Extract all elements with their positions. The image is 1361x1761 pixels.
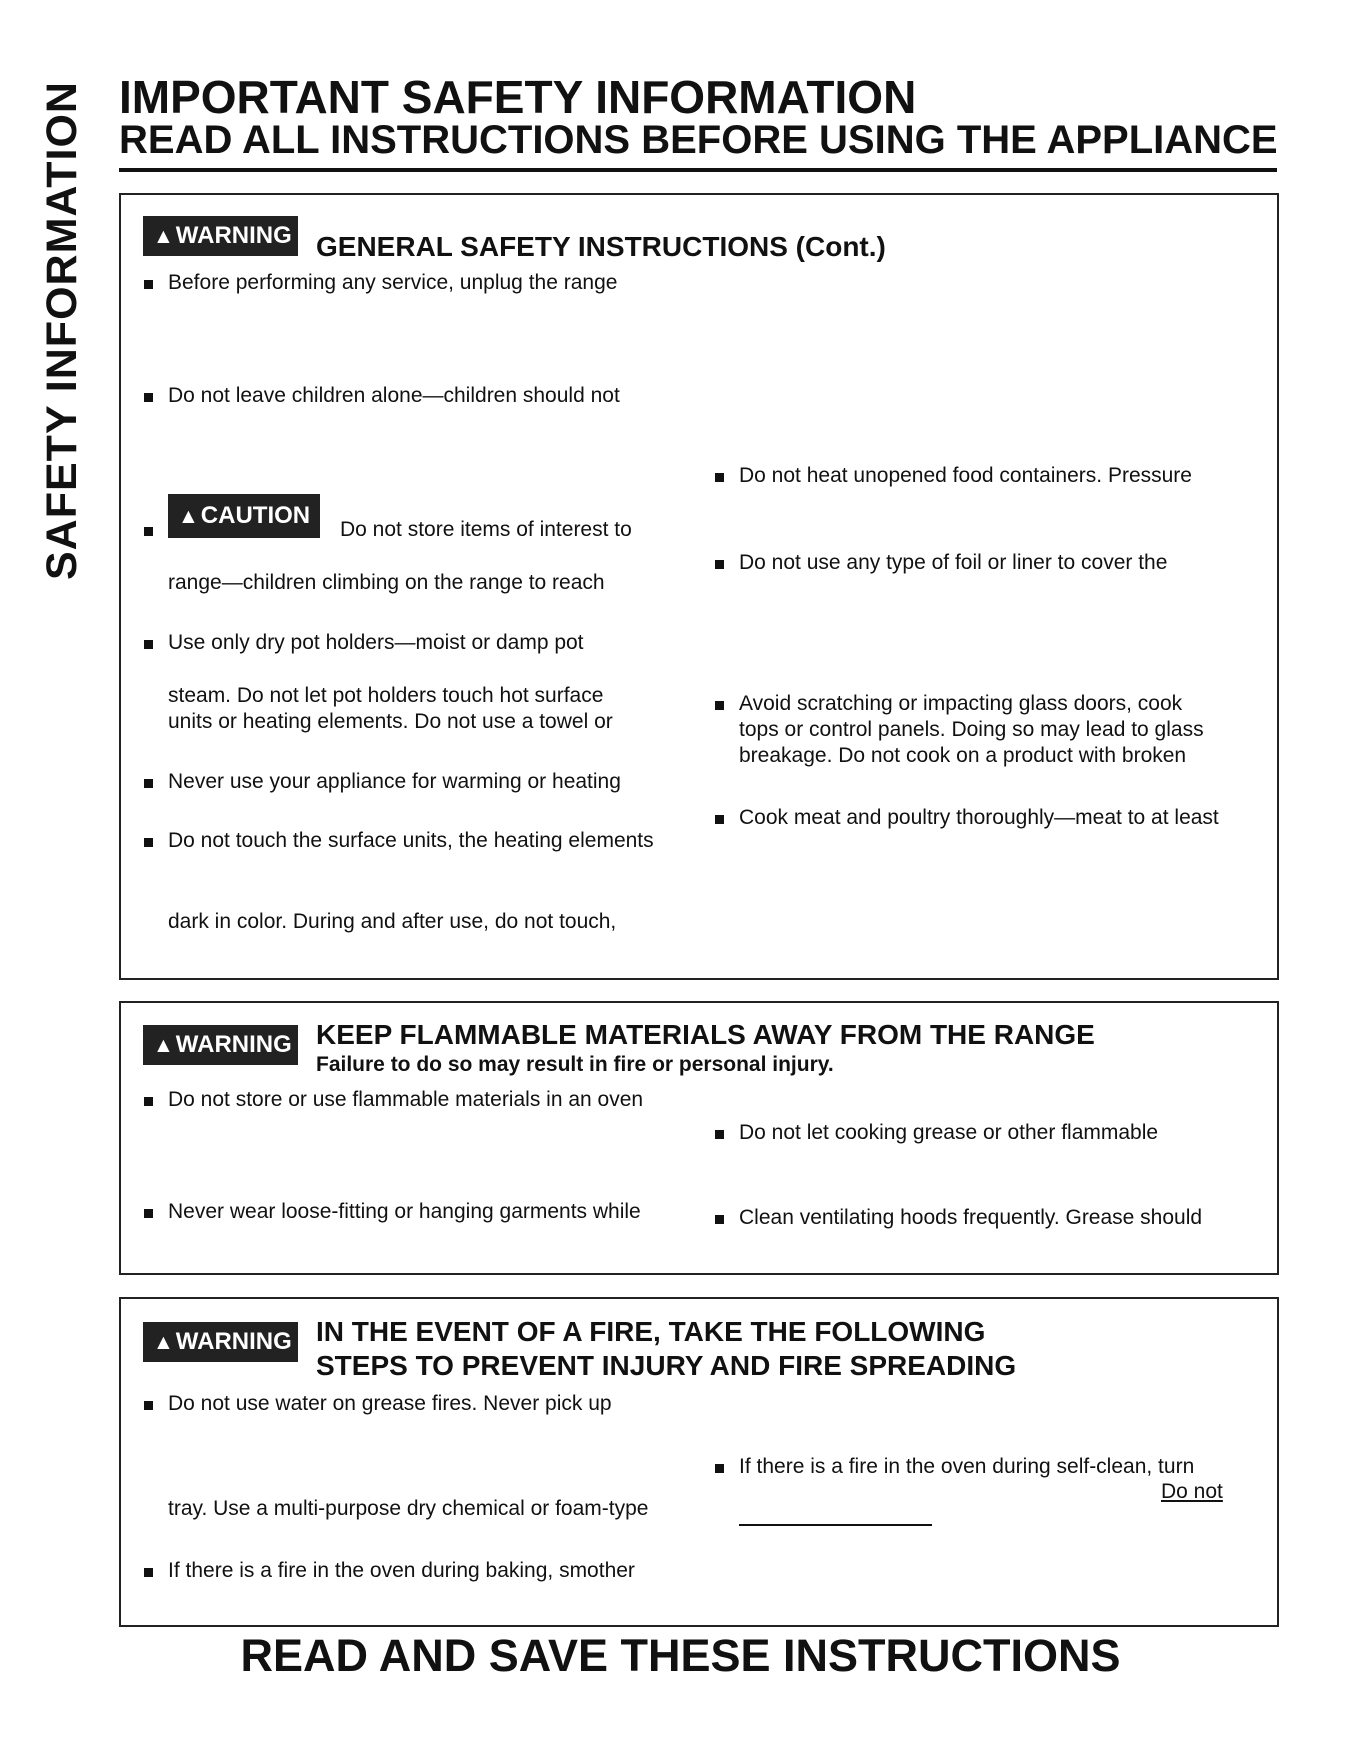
list-item-continued: dark in color. During and after use, do not touch, xyxy=(168,910,617,933)
list-item: Do not let cooking grease or other flammable xyxy=(739,1121,1159,1144)
bullet xyxy=(144,640,153,649)
list-item: Clean ventilating hoods frequently. Grease should xyxy=(739,1206,1203,1229)
warning-badge-label: WARNING xyxy=(175,1031,292,1058)
warning-triangle-icon: ▲ xyxy=(153,225,174,248)
list-item: Never wear loose-fitting or hanging garments while xyxy=(168,1200,641,1223)
list-item: Do not store or use flammable materials in an oven xyxy=(168,1088,644,1111)
general-safety-heading: GENERAL SAFETY INSTRUCTIONS (Cont.) xyxy=(316,231,886,262)
list-item: Do not leave children alone—children should not xyxy=(168,384,620,407)
bullet xyxy=(715,1215,724,1224)
list-item-continued: tray. Use a multi-purpose dry chemical or foam-type xyxy=(168,1497,649,1520)
list-item: Avoid scratching or impacting glass doors, cook xyxy=(739,692,1183,715)
bullet xyxy=(144,1568,153,1577)
bullet xyxy=(144,393,153,402)
list-item: Do not touch the surface units, the heating elements xyxy=(168,829,654,852)
list-item: Do not store items of interest to xyxy=(340,518,632,541)
fire-steps-heading-line1: IN THE EVENT OF A FIRE, TAKE THE FOLLOWING xyxy=(316,1316,986,1347)
caution-badge xyxy=(168,494,320,538)
bullet xyxy=(144,1097,153,1106)
bullet xyxy=(715,473,724,482)
bullet xyxy=(715,701,724,710)
side-section-label: SAFETY INFORMATION xyxy=(38,81,86,580)
list-item-continued: breakage. Do not cook on a product with broken xyxy=(739,744,1187,767)
list-item: Before performing any service, unplug the range xyxy=(168,271,618,294)
list-item-continued: range—children climbing on the range to reach xyxy=(168,571,605,594)
bullet xyxy=(715,1464,724,1473)
list-item: Never use your appliance for warming or heating xyxy=(168,770,621,793)
list-item: Do not use water on grease fires. Never pick up xyxy=(168,1392,612,1415)
warning-badge xyxy=(143,216,298,256)
bullet xyxy=(144,779,153,788)
blank-underline xyxy=(739,1524,932,1526)
bullet xyxy=(144,1401,153,1410)
list-item: Do not heat unopened food containers. Pressure xyxy=(739,464,1192,487)
list-item: If there is a fire in the oven during baking, smother xyxy=(168,1559,635,1582)
warning-badge xyxy=(143,1322,298,1362)
bullet xyxy=(144,527,153,536)
warning-triangle-icon: ▲ xyxy=(153,1034,174,1057)
list-item-continued: tops or control panels. Doing so may lead to glass xyxy=(739,718,1204,741)
warning-badge-label: WARNING xyxy=(175,222,292,249)
bullet xyxy=(144,280,153,289)
caution-triangle-icon: ▲ xyxy=(178,505,199,528)
list-item-continued: units or heating elements. Do not use a towel or xyxy=(168,710,613,733)
flammable-subheading: Failure to do so may result in fire or personal injury. xyxy=(316,1053,834,1076)
list-item: Cook meat and poultry thoroughly—meat to at least xyxy=(739,806,1219,829)
list-item-continued: steam. Do not let pot holders touch hot surface xyxy=(168,684,604,707)
fire-steps-heading-line2: STEPS TO PREVENT INJURY AND FIRE SPREADING xyxy=(316,1350,1017,1381)
caution-badge-label: CAUTION xyxy=(200,502,311,529)
warning-badge-label: WARNING xyxy=(175,1328,292,1355)
footer-title: READ AND SAVE THESE INSTRUCTIONS xyxy=(240,1630,1121,1681)
flammable-heading: KEEP FLAMMABLE MATERIALS AWAY FROM THE RANGE xyxy=(316,1019,1095,1050)
bullet xyxy=(715,560,724,569)
list-item: Do not use any type of foil or liner to cover the xyxy=(739,551,1168,574)
list-item: Use only dry pot holders—moist or damp pot xyxy=(168,631,584,654)
bullet xyxy=(144,1209,153,1218)
underlined-text: Do not xyxy=(1161,1480,1223,1503)
bullet xyxy=(715,1130,724,1139)
warning-badge xyxy=(143,1025,298,1065)
bullet xyxy=(715,815,724,824)
header-divider xyxy=(119,168,1277,172)
page-title: IMPORTANT SAFETY INFORMATION xyxy=(119,71,917,123)
list-item: If there is a fire in the oven during self-clean, turn xyxy=(739,1455,1195,1478)
bullet xyxy=(144,838,153,847)
warning-triangle-icon: ▲ xyxy=(153,1331,174,1354)
page-subtitle: READ ALL INSTRUCTIONS BEFORE USING THE APPLIANCE xyxy=(119,118,1278,162)
